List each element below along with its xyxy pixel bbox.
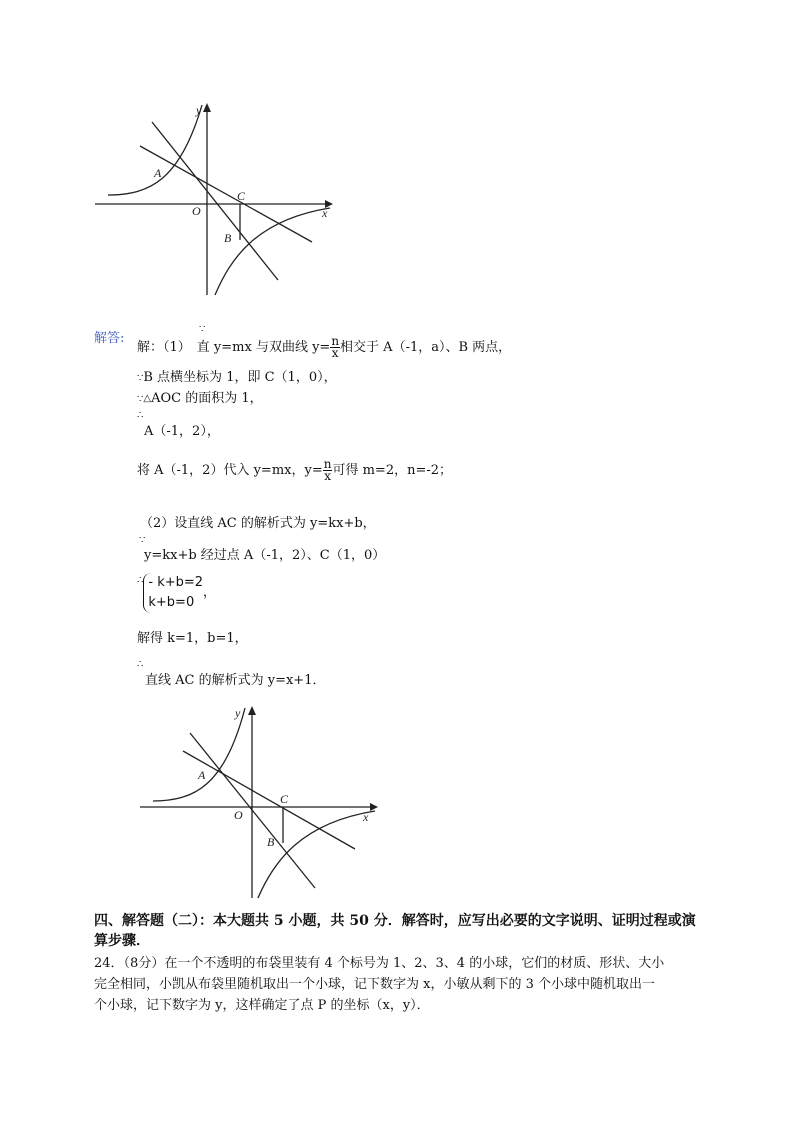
solution-line-4: A（-1，2），	[144, 424, 220, 439]
solution-line-7: y=kx+b 经过点 A（-1，2）、C（1，0）	[144, 548, 386, 563]
label-b: B	[224, 231, 232, 245]
hyperbola-right	[215, 208, 330, 295]
label-y: y	[235, 706, 241, 720]
solution-line-3: ∵△AOC 的面积为 1，	[137, 391, 263, 406]
hyperbola-left	[108, 105, 202, 195]
label-x: x	[363, 810, 369, 824]
because-symbol-2: ∵	[139, 535, 146, 546]
system-brace	[143, 573, 203, 613]
hyperbola-right	[258, 811, 375, 898]
label-o: O	[192, 204, 201, 218]
label-c: C	[280, 792, 289, 806]
label-a: A	[198, 768, 206, 782]
solution-line-6: （2）设直线 AC 的解析式为 y=kx+b，	[140, 516, 376, 531]
answer-label: 解答:	[94, 331, 125, 346]
fraction-n-over-x: $\frac{n}{x}$	[331, 334, 340, 360]
therefore-symbol-2: ∴	[137, 659, 144, 670]
therefore-symbol-1: ∴	[137, 410, 144, 421]
solution-line-9: 直线 AC 的解析式为 y=x+1．	[145, 673, 326, 688]
equation-system: ∴ - k+b=2 k+b=0 ，	[137, 573, 216, 613]
figure-top	[90, 100, 340, 300]
equation-1: - k+b=2	[148, 575, 204, 590]
label-b: B	[267, 835, 275, 849]
label-y: y	[196, 103, 202, 117]
question-24: 24．（8分）在一个不透明的布袋里装有 4 个标号为 1、2、3、4 的小球，它们的材质、形状、大小 完全相同，小凯从布袋里随机取出一个小球，记下数字为 x，小敏从剩下的 3 个小球中随机取出一 个小球，记下数字为 y，这样确定了点 P 的坐标（x，y）．	[94, 956, 665, 1013]
equation-2: k+b=0	[148, 595, 195, 610]
fraction-n-over-x-2: $\frac{n}{x}$	[323, 457, 332, 483]
line-ac	[140, 146, 312, 242]
solution-line-5: 将 A（-1，2）代入 y=mx，y= $\frac{n}{x}$ 可得 m=2，n=-2；	[137, 457, 453, 483]
label-a: A	[154, 166, 162, 180]
section-heading: 四、解答题（二）：本大题共 5 小题，共 50 分．解答时，应写出必要的文字说明、证明过程或演 算步骤．	[94, 913, 696, 949]
figure-bottom	[135, 703, 385, 903]
label-x: x	[322, 206, 328, 220]
solution-line-8: 解得 k=1，b=1，	[137, 631, 248, 646]
label-o: O	[234, 808, 243, 822]
line-y-mx	[152, 122, 278, 280]
hyperbola-left	[153, 708, 245, 801]
solution-line-1: 解：（1） 直 y=mx 与双曲线 y= $\frac{n}{x}$ 相交于 A（-1，a）、B 两点，	[137, 334, 512, 360]
label-c: C	[237, 189, 246, 203]
because-symbol-1: ∵	[199, 324, 206, 335]
solution-line-2: ∵B 点横坐标为 1，即 C（1，0），	[137, 370, 337, 385]
